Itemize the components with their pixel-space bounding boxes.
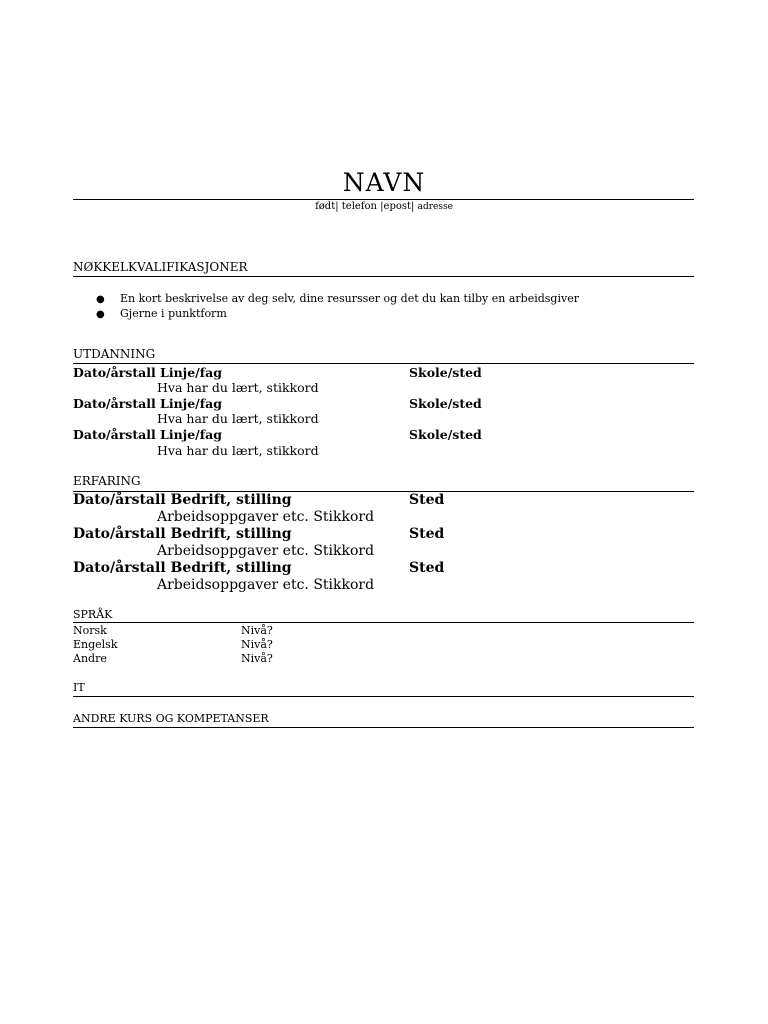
contact-details: født| telefon |epost|	[315, 201, 415, 212]
education-entry-title: Dato/årstall Linje/fag	[73, 427, 222, 442]
qualification-bullet: En kort beskrivelse av deg selv, dine resursser og det du kan tilby en arbeidsgiver	[120, 292, 579, 305]
contact-address: adresse	[417, 202, 453, 212]
it-heading: IT	[73, 681, 85, 694]
experience-heading: ERFARING	[73, 474, 141, 488]
education-entry-detail: Hva har du lært, stikkord	[157, 411, 319, 426]
education-entry-title: Dato/årstall Linje/fag	[73, 365, 222, 380]
experience-entry-detail: Arbeidsoppgaver etc. Stikkord	[157, 509, 375, 525]
key-qualifications-divider	[73, 276, 694, 277]
education-entry-detail: Hva har du lært, stikkord	[157, 380, 319, 395]
education-entry-title: Dato/årstall Linje/fag	[73, 396, 222, 411]
other-courses-heading: ANDRE KURS OG KOMPETANSER	[73, 712, 269, 725]
languages-divider	[73, 622, 694, 623]
education-entry-place: Skole/sted	[409, 427, 482, 442]
header-divider	[73, 199, 694, 200]
education-entry-place: Skole/sted	[409, 365, 482, 380]
education-heading: UTDANNING	[73, 347, 156, 361]
education-divider	[73, 363, 694, 364]
it-divider	[73, 696, 694, 697]
qualification-bullet: Gjerne i punktform	[120, 307, 227, 320]
experience-entry-title: Dato/årstall Bedrift, stilling	[73, 526, 292, 542]
experience-entry-place: Sted	[409, 526, 445, 542]
cv-name-title: NAVN	[342, 168, 426, 197]
language-level: Nivå?	[241, 652, 273, 665]
languages-heading: SPRÅK	[73, 608, 113, 621]
language-level: Nivå?	[241, 638, 273, 651]
bullet-icon: ●	[96, 309, 105, 320]
experience-entry-detail: Arbeidsoppgaver etc. Stikkord	[157, 543, 375, 559]
experience-entry-title: Dato/årstall Bedrift, stilling	[73, 492, 292, 508]
experience-entry-detail: Arbeidsoppgaver etc. Stikkord	[157, 577, 375, 593]
language-name: Norsk	[73, 624, 107, 637]
experience-entry-title: Dato/årstall Bedrift, stilling	[73, 560, 292, 576]
language-name: Andre	[73, 652, 107, 665]
experience-entry-place: Sted	[409, 560, 445, 576]
key-qualifications-heading: NØKKELKVALIFIKASJONER	[73, 260, 248, 274]
language-name: Engelsk	[73, 638, 118, 651]
bullet-icon: ●	[96, 294, 105, 305]
other-courses-divider	[73, 727, 694, 728]
education-entry-place: Skole/sted	[409, 396, 482, 411]
experience-entry-place: Sted	[409, 492, 445, 508]
language-level: Nivå?	[241, 624, 273, 637]
education-entry-detail: Hva har du lært, stikkord	[157, 443, 319, 458]
contact-line	[0, 201, 768, 213]
